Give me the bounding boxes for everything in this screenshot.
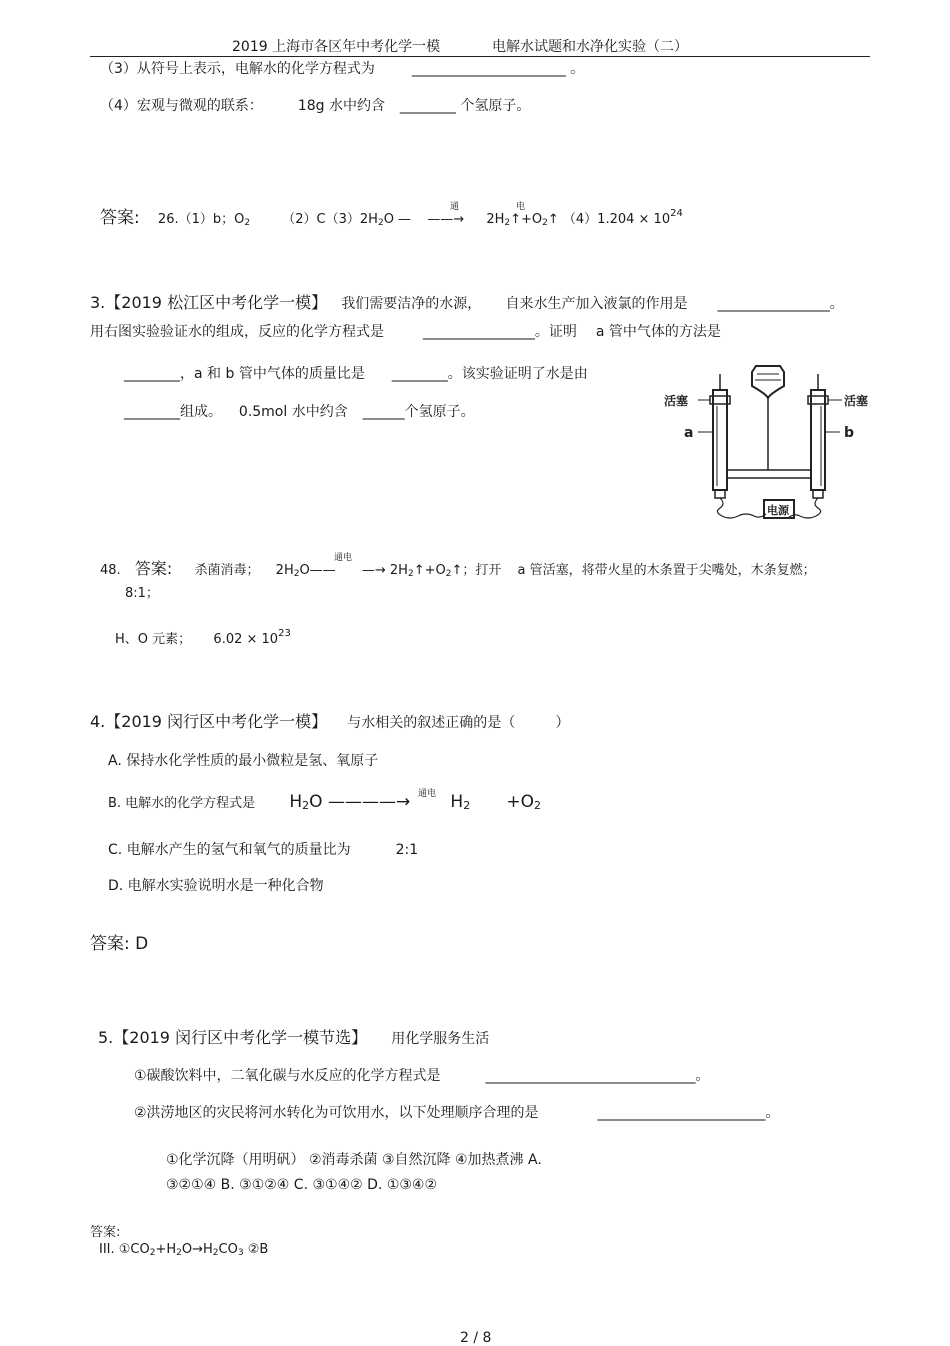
- q3-line-2-text-b: 。证明: [534, 324, 577, 340]
- q4-option-b-eq-2: O ————→: [309, 792, 411, 812]
- q4-option-a: A. 保持水化学性质的最小微粒是氢、氧原子: [108, 753, 379, 769]
- answer-26-arrow: ——→: [427, 212, 465, 227]
- q3-line-2-blank: ________________: [422, 324, 535, 340]
- answer-26-label: 答案:: [100, 208, 140, 228]
- header-rule: [90, 56, 870, 57]
- q4-option-b-eq-3: H: [450, 792, 464, 812]
- wire-left: [717, 498, 766, 518]
- answer-48-part-6: ↑；打开: [451, 563, 502, 578]
- q4-option-d: D. 电解水实验说明水是一种化合物: [108, 878, 324, 894]
- figure-label-tube-a: a: [684, 425, 694, 441]
- header-left: 2019 上海市各区年中考化学一模: [232, 39, 441, 55]
- answer-48-part-2: 2H: [275, 563, 294, 578]
- q5-sub-2: [134, 1102, 779, 1122]
- answer-26-sub-3: 2: [504, 218, 511, 228]
- answer-26-part-1: 26.（1）b；O: [157, 212, 245, 227]
- q4-stem-text: 与水相关的叙述正确的是（: [347, 715, 516, 731]
- header-right: 电解水试题和水净化实验（二）: [492, 39, 688, 55]
- funnel-shape: [752, 366, 784, 398]
- q5-answer-label: 答案:: [90, 1225, 121, 1240]
- q3-line-3-blank-2: ________: [391, 366, 448, 382]
- q2-line-4: [100, 95, 530, 115]
- q2-line-3-text: （3）从符号上表示，电解水的化学方程式为: [100, 61, 375, 77]
- q2-line-4-blank: ________: [399, 98, 456, 114]
- q3-title: 3.【2019 松江区中考化学一模】: [90, 293, 328, 312]
- q4-option-b-sub-2: 2: [463, 799, 471, 812]
- q5-answer-part-5: ②B: [243, 1242, 269, 1257]
- answer-48-part-3: O——: [299, 563, 336, 578]
- answer-48-part-4: —→ 2H: [361, 563, 408, 578]
- q3-line-1-blank: ________________: [717, 296, 830, 312]
- q3-line-3-text-b: 。该实验证明了水是由: [447, 366, 588, 382]
- answer-48-part-5: ↑+O: [413, 563, 446, 578]
- q3-line-4-blank: ________: [124, 404, 180, 420]
- q5-answer-part-3: O→H: [181, 1242, 213, 1257]
- q3-line-2: [90, 321, 721, 341]
- q3-line-1-end: 。: [829, 296, 844, 312]
- q2-line-4-mid: 18g 水中约含: [297, 98, 385, 114]
- electrolysis-apparatus-figure: [660, 360, 880, 532]
- q5-answer-sub-3: 2: [212, 1248, 219, 1258]
- answer-48-part-7: a 管活塞，将带火星的木条置于尖嘴处，木条复燃；: [517, 563, 816, 578]
- q2-line-4-end: 个氢原子。: [460, 98, 531, 114]
- q3-line-2-text-c: a 管中气体的方法是: [595, 324, 721, 340]
- q5-answer-sub-4: 3: [237, 1248, 244, 1258]
- answer-26-condition-1: 通: [450, 202, 460, 212]
- page-number: 2 / 8: [460, 1330, 492, 1346]
- q5-sub-1-blank: ______________________________: [485, 1068, 696, 1084]
- q2-line-3: [100, 58, 584, 78]
- q4-option-b-sub-3: 2: [534, 799, 541, 812]
- q3-line-2-text: 用右图实验验证水的组成，反应的化学方程式是: [90, 324, 384, 340]
- q5-stem-text: 用化学服务生活: [391, 1031, 490, 1047]
- answer-26: [100, 203, 683, 228]
- q3-line-1-text-a: 我们需要洁净的水源，: [341, 296, 482, 312]
- q3-line-4-blank-2: ______: [362, 404, 405, 420]
- q5-choices: ③②①④ B. ③①②④ C. ③①④② D. ①③④②: [166, 1177, 438, 1193]
- answer-48-exponent: 23: [278, 628, 291, 639]
- q3-line-3: [124, 363, 588, 383]
- q4-option-c: [108, 839, 418, 859]
- q2-line-3-blank: ______________________: [411, 61, 566, 77]
- q5-answer-part-4: CO: [218, 1242, 238, 1257]
- q4-stem: [90, 709, 569, 732]
- answer-48-sub-1: 2: [293, 569, 300, 579]
- q4-stem-end: ）: [555, 715, 570, 731]
- q5-sub-2-text: ②洪涝地区的灾民将河水转化为可饮用水，以下处理顺序合理的是: [134, 1105, 539, 1121]
- q4-option-c-value: 2:1: [395, 842, 419, 858]
- figure-label-tube-b: b: [844, 425, 855, 441]
- answer-26-part-4: 2H: [486, 212, 505, 227]
- answer-26-sub-2: 2: [377, 218, 384, 228]
- figure-label-valve-right: 活塞: [844, 394, 869, 408]
- answer-26-part-2: （2）C（3）2H: [282, 212, 378, 227]
- answer-26-part-6: ↑ （4）1.204 × 10: [547, 212, 671, 227]
- answer-48-label: 答案:: [134, 559, 173, 578]
- q3-line-3-text-a: ，a 和 b 管中气体的质量比是: [180, 366, 365, 382]
- answer-26-part-5: ↑+O: [510, 212, 543, 227]
- q3-line-4-text-a: 组成。: [180, 404, 222, 420]
- answer-48: [100, 556, 816, 579]
- q5-steps: ①化学沉降（用明矾） ②消毒杀菌 ③自然沉降 ④加热煮沸 A.: [166, 1152, 542, 1168]
- q5-title: 5.【2019 闵行区中考化学一模节选】: [98, 1028, 368, 1047]
- q3-line-3-blank-1: ________: [124, 366, 180, 382]
- q3-line-4: [124, 401, 475, 421]
- q3-line-4-text-c: 个氢原子。: [404, 404, 475, 420]
- q5-answer-sub-2: 2: [176, 1248, 182, 1258]
- q5-sub-2-blank: ________________________: [597, 1105, 766, 1121]
- q4-option-b-sub-1: 2: [302, 799, 310, 812]
- q2-line-4-text: （4）宏观与微观的联系：: [100, 98, 263, 114]
- answer-48-ratio: 8:1；: [125, 586, 159, 601]
- q4-option-b: [108, 792, 541, 812]
- q2-line-3-end: 。: [570, 61, 585, 77]
- answer-48-sub-2: 2: [407, 569, 414, 579]
- answer-48-avogadro: 6.02 × 10: [213, 632, 279, 647]
- q4-title: 4.【2019 闵行区中考化学一模】: [90, 712, 328, 731]
- figure-label-valve-left: 活塞: [664, 394, 689, 408]
- q3-line-1: [90, 290, 844, 313]
- answer-26-condition-2: 电: [516, 202, 526, 212]
- q4-answer: 答案: D: [90, 934, 149, 954]
- q3-line-4-text-b: 0.5mol 水中约含: [238, 404, 348, 420]
- q4-option-b-eq-1: H: [289, 792, 303, 812]
- figure-label-power: 电源: [767, 504, 789, 517]
- q5-sub-1: [134, 1065, 709, 1085]
- answer-26-sub-4: 2: [542, 218, 548, 228]
- q5-answer: [99, 1242, 268, 1257]
- answer-26-exponent: 24: [670, 208, 683, 219]
- answer-26-sub-1: 2: [244, 218, 251, 228]
- answer-48-sub-3: 2: [445, 569, 452, 579]
- answer-48-part-1: 杀菌消毒；: [194, 563, 260, 578]
- q5-sub-1-text: ①碳酸饮料中，二氧化碳与水反应的化学方程式是: [134, 1068, 441, 1084]
- answer-26-part-3: O —: [383, 212, 412, 227]
- q5-sub-2-end: 。: [765, 1105, 780, 1121]
- q4-option-b-text: B. 电解水的化学方程式是: [108, 796, 256, 811]
- q5-stem: [98, 1025, 489, 1048]
- q4-option-b-condition: 通电: [418, 789, 437, 799]
- q5-answer-part-2: +H: [155, 1242, 177, 1257]
- answer-48-condition: 通电: [334, 553, 353, 563]
- answer-48-number: 48.: [100, 563, 121, 578]
- q5-answer-sub-1: 2: [149, 1248, 156, 1258]
- answer-48-elements: H、O 元素；: [115, 632, 192, 647]
- q3-line-1-text-b: 自来水生产加入液氯的作用是: [505, 296, 688, 312]
- q4-option-c-text: C. 电解水产生的氢气和氧气的质量比为: [108, 842, 351, 858]
- q4-option-b-eq-4: +O: [506, 792, 534, 812]
- q5-answer-part-1: III. ①CO: [99, 1242, 150, 1257]
- answer-48-line-3: [115, 628, 291, 647]
- q5-sub-1-end: 。: [695, 1068, 710, 1084]
